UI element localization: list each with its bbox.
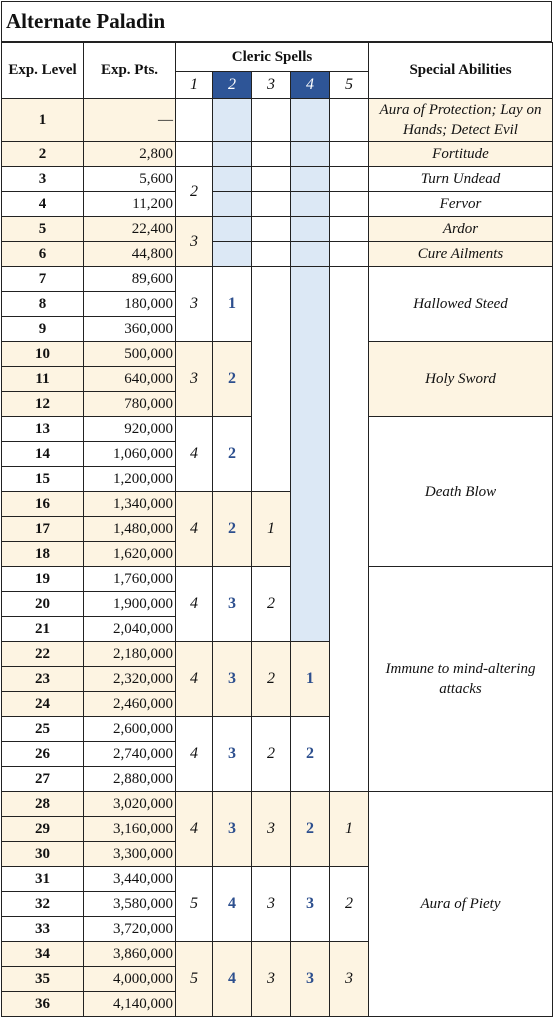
xp-cell: 11,200 [84, 192, 176, 217]
spell-cell [176, 99, 213, 142]
spell-cell: 2 [252, 642, 291, 717]
ability-cell: Fervor [369, 192, 553, 217]
spell-level-4-header: 4 [291, 72, 330, 99]
spell-cell: 4 [213, 942, 252, 1017]
spell-cell: 2 [330, 867, 369, 942]
level-cell: 13 [2, 417, 84, 442]
spell-cell [330, 99, 369, 142]
level-cell: 27 [2, 767, 84, 792]
spell-cell [330, 242, 369, 267]
level-cell: 3 [2, 167, 84, 192]
spell-cell [252, 342, 291, 417]
ability-cell: Holy Sword [369, 342, 553, 417]
xp-cell: 2,320,000 [84, 667, 176, 692]
level-cell: 2 [2, 142, 84, 167]
spell-cell [252, 417, 291, 492]
spell-cell: 3 [291, 867, 330, 942]
level-cell: 23 [2, 667, 84, 692]
header-special-abilities: Special Abilities [369, 43, 553, 99]
xp-cell: 360,000 [84, 317, 176, 342]
spell-cell: 2 [291, 717, 330, 792]
xp-cell: 2,600,000 [84, 717, 176, 742]
spell-cell: 2 [176, 167, 213, 217]
spell-cell: 3 [291, 942, 330, 1017]
spell-cell [291, 192, 330, 217]
spell-cell: 3 [213, 642, 252, 717]
spell-cell [291, 242, 330, 267]
spell-cell [252, 167, 291, 192]
spell-cell: 4 [176, 717, 213, 792]
ability-cell: Immune to mind-altering attacks [369, 567, 553, 792]
spell-cell: 1 [330, 792, 369, 867]
ability-cell: Aura of Piety [369, 792, 553, 1017]
level-cell: 14 [2, 442, 84, 467]
spell-cell: 1 [213, 267, 252, 342]
spell-cell: 4 [176, 417, 213, 492]
xp-cell: 3,160,000 [84, 817, 176, 842]
table-row [2, 99, 553, 142]
spell-cell [213, 99, 252, 142]
header-exp-pts: Exp. Pts. [84, 43, 176, 99]
spell-cell [330, 167, 369, 192]
xp-cell: 1,480,000 [84, 517, 176, 542]
spell-cell: 2 [213, 492, 252, 567]
ability-cell: Turn Undead [369, 167, 553, 192]
spell-level-3-header: 3 [252, 72, 291, 99]
spell-cell: 3 [176, 217, 213, 267]
spell-cell: 3 [330, 942, 369, 1017]
xp-cell: 4,140,000 [84, 992, 176, 1017]
xp-cell: 3,020,000 [84, 792, 176, 817]
spell-cell: 4 [213, 867, 252, 942]
level-cell: 22 [2, 642, 84, 667]
spell-cell: 4 [176, 492, 213, 567]
spell-cell: 1 [291, 642, 330, 717]
xp-cell: 5,600 [84, 167, 176, 192]
xp-cell: 3,440,000 [84, 867, 176, 892]
spell-cell [291, 167, 330, 192]
xp-cell: 1,200,000 [84, 467, 176, 492]
table-row [2, 167, 553, 192]
ability-cell: Fortitude [369, 142, 553, 167]
spell-cell [213, 192, 252, 217]
xp-cell: 1,060,000 [84, 442, 176, 467]
spell-level-1-header: 1 [176, 72, 213, 99]
xp-cell: 1,760,000 [84, 567, 176, 592]
spell-cell [252, 142, 291, 167]
level-cell: 31 [2, 867, 84, 892]
xp-cell: 3,300,000 [84, 842, 176, 867]
spell-cell [291, 342, 330, 417]
ability-cell: Hallowed Steed [369, 267, 553, 342]
spell-cell [330, 642, 369, 717]
spell-cell: 3 [176, 267, 213, 342]
xp-cell: 1,900,000 [84, 592, 176, 617]
spell-cell: 3 [252, 792, 291, 867]
spell-cell [252, 242, 291, 267]
xp-cell: 3,720,000 [84, 917, 176, 942]
level-cell: 8 [2, 292, 84, 317]
level-cell: 36 [2, 992, 84, 1017]
spell-cell [291, 417, 330, 492]
xp-cell: 920,000 [84, 417, 176, 442]
spell-cell: 3 [252, 867, 291, 942]
table-title: Alternate Paladin [1, 1, 552, 42]
spell-cell [330, 217, 369, 242]
spell-cell [330, 142, 369, 167]
spell-cell: 2 [213, 417, 252, 492]
level-cell: 30 [2, 842, 84, 867]
spell-cell [330, 717, 369, 792]
spell-cell [176, 142, 213, 167]
spell-cell: 2 [252, 717, 291, 792]
spell-cell [330, 192, 369, 217]
level-cell: 7 [2, 267, 84, 292]
level-cell: 17 [2, 517, 84, 542]
ability-cell: Cure Ailments [369, 242, 553, 267]
level-cell: 21 [2, 617, 84, 642]
level-cell: 28 [2, 792, 84, 817]
spell-cell: 2 [252, 567, 291, 642]
spell-cell: 4 [176, 792, 213, 867]
spell-cell: 2 [213, 342, 252, 417]
spell-cell [291, 217, 330, 242]
level-cell: 11 [2, 367, 84, 392]
level-cell: 15 [2, 467, 84, 492]
spell-cell: 3 [213, 717, 252, 792]
spell-cell: 2 [291, 792, 330, 867]
xp-cell: 2,740,000 [84, 742, 176, 767]
spell-cell: 4 [176, 567, 213, 642]
level-cell: 35 [2, 967, 84, 992]
level-cell: 20 [2, 592, 84, 617]
ability-cell: Aura of Protection; Lay on Hands; Detect Evil [369, 99, 553, 142]
table-row [2, 267, 553, 292]
level-cell: 33 [2, 917, 84, 942]
level-cell: 5 [2, 217, 84, 242]
level-cell: 34 [2, 942, 84, 967]
spell-cell [330, 567, 369, 642]
xp-cell: 500,000 [84, 342, 176, 367]
table-row [2, 567, 553, 592]
spell-cell [252, 217, 291, 242]
table-row [2, 142, 553, 167]
level-cell: 4 [2, 192, 84, 217]
xp-cell: 180,000 [84, 292, 176, 317]
spell-cell: 4 [176, 642, 213, 717]
xp-cell: 2,180,000 [84, 642, 176, 667]
spell-cell: 3 [176, 342, 213, 417]
xp-cell: 640,000 [84, 367, 176, 392]
level-cell: 10 [2, 342, 84, 367]
table-row [2, 217, 553, 242]
spell-cell [213, 167, 252, 192]
level-cell: 29 [2, 817, 84, 842]
table-row [2, 342, 553, 367]
xp-cell: 780,000 [84, 392, 176, 417]
spell-level-5-header: 5 [330, 72, 369, 99]
spell-cell [291, 267, 330, 342]
level-cell: 16 [2, 492, 84, 517]
level-cell: 18 [2, 542, 84, 567]
level-cell: 9 [2, 317, 84, 342]
table-row [2, 192, 553, 217]
spell-level-2-header: 2 [213, 72, 252, 99]
spell-cell [252, 99, 291, 142]
level-cell: 19 [2, 567, 84, 592]
level-cell: 26 [2, 742, 84, 767]
spell-cell: 3 [213, 567, 252, 642]
table-row [2, 417, 553, 442]
progression-table [1, 42, 553, 1017]
table-row [2, 792, 553, 817]
xp-cell: 2,800 [84, 142, 176, 167]
table-row [2, 242, 553, 267]
spell-cell [213, 242, 252, 267]
header-exp-level: Exp. Level [2, 43, 84, 99]
xp-cell: — [84, 99, 176, 142]
spell-cell [213, 217, 252, 242]
ability-cell: Ardor [369, 217, 553, 242]
xp-cell: 2,460,000 [84, 692, 176, 717]
spell-cell: 5 [176, 867, 213, 942]
level-cell: 12 [2, 392, 84, 417]
xp-cell: 44,800 [84, 242, 176, 267]
xp-cell: 3,580,000 [84, 892, 176, 917]
spell-cell [213, 142, 252, 167]
level-cell: 6 [2, 242, 84, 267]
spell-cell [330, 417, 369, 492]
level-cell: 1 [2, 99, 84, 142]
spell-cell: 3 [252, 942, 291, 1017]
spell-cell [252, 267, 291, 342]
spell-cell [291, 142, 330, 167]
xp-cell: 2,040,000 [84, 617, 176, 642]
spell-cell [291, 567, 330, 642]
level-cell: 32 [2, 892, 84, 917]
spell-cell: 3 [213, 792, 252, 867]
level-cell: 25 [2, 717, 84, 742]
xp-cell: 22,400 [84, 217, 176, 242]
ability-cell: Death Blow [369, 417, 553, 567]
xp-cell: 1,340,000 [84, 492, 176, 517]
header-cleric-spells: Cleric Spells [176, 43, 369, 72]
spell-cell: 1 [252, 492, 291, 567]
spell-cell [291, 99, 330, 142]
spell-cell [330, 267, 369, 342]
xp-cell: 89,600 [84, 267, 176, 292]
spell-cell [252, 192, 291, 217]
xp-cell: 1,620,000 [84, 542, 176, 567]
spell-cell [330, 492, 369, 567]
spell-cell [330, 342, 369, 417]
xp-cell: 3,860,000 [84, 942, 176, 967]
xp-cell: 4,000,000 [84, 967, 176, 992]
spell-cell [291, 492, 330, 567]
level-cell: 24 [2, 692, 84, 717]
xp-cell: 2,880,000 [84, 767, 176, 792]
spell-cell: 5 [176, 942, 213, 1017]
